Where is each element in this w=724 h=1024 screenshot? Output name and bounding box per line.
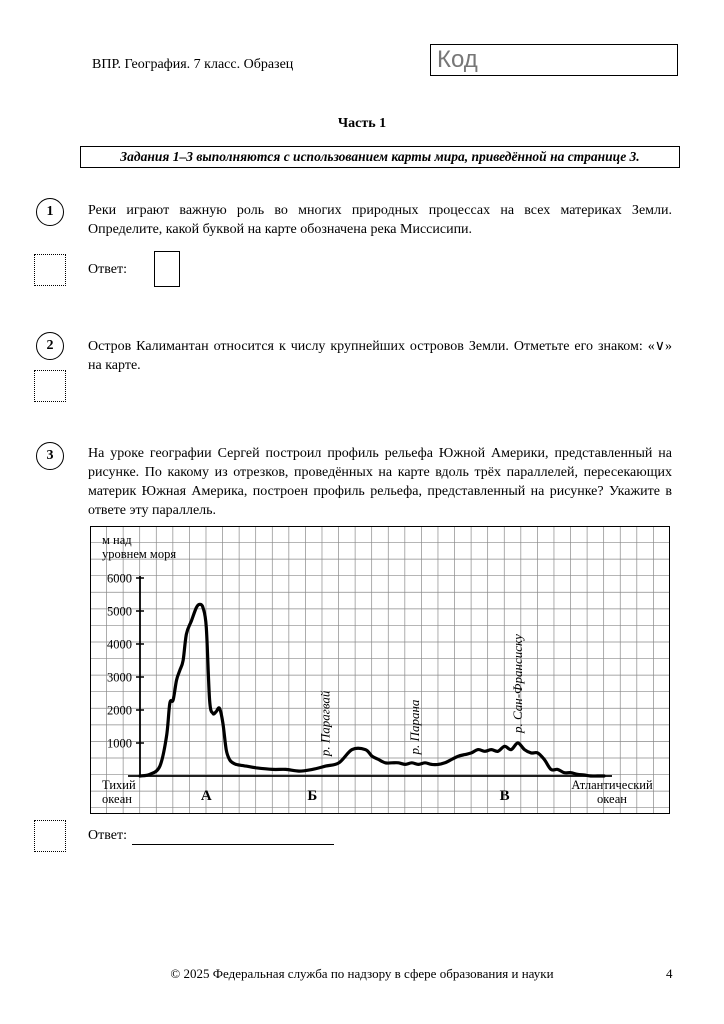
question-text-1: Реки играют важную роль во многих природных процессах на всех материках Земли. Определите, какой буквой на карте обозначена река Миссисипи.: [88, 203, 672, 237]
segment-letter: Б: [307, 788, 318, 804]
answer-label-1: Ответ:: [88, 262, 127, 277]
page-number: 4: [666, 966, 673, 981]
part-title: Часть 1: [337, 116, 387, 131]
footer-copyright: © 2025 Федеральная служба по надзору в сфере образования и науки: [170, 966, 554, 981]
answer-label-3: Ответ:: [88, 828, 127, 843]
segment-letter: А: [200, 788, 212, 804]
y-tick-label: 5000: [107, 604, 132, 619]
y-tick-label: 4000: [107, 637, 132, 652]
question-number-2: 2: [36, 332, 64, 360]
score-box-2[interactable]: [34, 370, 66, 402]
score-box-3[interactable]: [34, 820, 66, 852]
river-label: р. Сан-Франсиску: [509, 634, 525, 733]
question-text-2: Остров Калимантан относится к числу крупнейших островов Земли. Отметьте его знаком: «∨» на карте.: [88, 339, 672, 373]
river-label: р. Парагвай: [317, 690, 333, 757]
y-tick-label: 3000: [107, 670, 132, 685]
atlantic-ocean-label-line1: Атлантический: [571, 778, 653, 792]
relief-profile-chart: [90, 526, 670, 814]
score-box-1[interactable]: [34, 254, 66, 286]
pacific-ocean-label-line2: океан: [102, 792, 132, 806]
atlantic-ocean-label-line2: океан: [597, 792, 627, 806]
y-tick-label: 6000: [107, 571, 132, 586]
segment-letter: В: [499, 788, 510, 804]
chart-grid: [90, 526, 670, 814]
chart-border: [91, 527, 670, 814]
header-title: ВПР. География. 7 класс. Образец: [92, 57, 294, 72]
river-label: р. Парана: [407, 699, 423, 755]
answer-cell-1[interactable]: [154, 251, 180, 287]
y-axis-label-line2: уровнем моря: [102, 547, 177, 561]
y-tick-label: 2000: [107, 703, 132, 718]
y-tick-label: 1000: [107, 736, 132, 751]
question-number-3: 3: [36, 442, 64, 470]
question-number-1: 1: [36, 198, 64, 226]
pacific-ocean-label-line1: Тихий: [102, 778, 136, 792]
question-text-3: На уроке географии Сергей построил профиль рельефа Южной Америки, представленный на рисунке. По какому из отрезков, проведённых на карте вдоль трёх параллелей, пересекающих материк Южная Америка, построен профиль рельефа, представленный на рисунке? Укажите в ответе эту параллель.: [88, 446, 672, 518]
y-axis-label-line1: м над: [102, 533, 132, 547]
answer-line-3[interactable]: [132, 844, 334, 845]
instruction-box: Задания 1–3 выполняются с использованием карты мира, приведённой на странице 3.: [80, 146, 680, 168]
code-field[interactable]: Код: [430, 44, 678, 76]
